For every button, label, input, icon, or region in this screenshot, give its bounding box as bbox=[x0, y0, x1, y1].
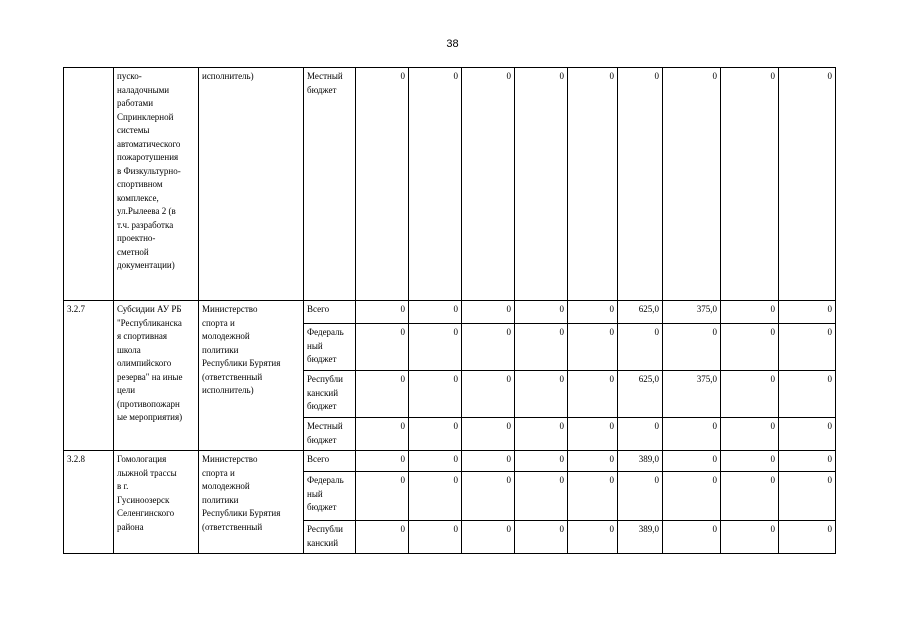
value-cell: 0 bbox=[462, 472, 515, 521]
value-cell: 625,0 bbox=[618, 301, 663, 324]
item-executor: Министерство спорта и молодежной политики Республики Бурятия (ответственный bbox=[199, 451, 304, 554]
value-cell: 0 bbox=[409, 301, 462, 324]
value-cell: 0 bbox=[618, 324, 663, 371]
value-cell: 0 bbox=[721, 301, 779, 324]
value-cell: 0 bbox=[721, 371, 779, 418]
value-cell: 0 bbox=[515, 451, 568, 472]
value-cell: 0 bbox=[356, 472, 409, 521]
value-cell: 0 bbox=[462, 301, 515, 324]
funding-source: Местный бюджет bbox=[304, 418, 356, 451]
value-cell: 0 bbox=[663, 418, 721, 451]
value-cell: 0 bbox=[663, 521, 721, 554]
item-code: 3.2.7 bbox=[64, 301, 114, 451]
value-cell: 0 bbox=[409, 324, 462, 371]
funding-source: Всего bbox=[304, 301, 356, 324]
item-code bbox=[64, 68, 114, 301]
item-executor: исполнитель) bbox=[199, 68, 304, 301]
value-cell: 0 bbox=[721, 472, 779, 521]
value-cell: 0 bbox=[462, 324, 515, 371]
item-name: Гомологация лыжной трассы в г. Гусиноозерск Селенгинского района bbox=[114, 451, 199, 554]
page-number: 38 bbox=[446, 38, 459, 50]
funding-source: Республи канский bbox=[304, 521, 356, 554]
item-executor: Министерство спорта и молодежной политики Республики Бурятия (ответственный исполнитель) bbox=[199, 301, 304, 451]
value-cell: 0 bbox=[462, 418, 515, 451]
value-cell: 0 bbox=[663, 451, 721, 472]
item-code: 3.2.8 bbox=[64, 451, 114, 554]
value-cell: 0 bbox=[462, 521, 515, 554]
value-cell: 0 bbox=[618, 68, 663, 301]
funding-source: Всего bbox=[304, 451, 356, 472]
value-cell: 0 bbox=[568, 521, 618, 554]
value-cell: 0 bbox=[409, 521, 462, 554]
value-cell: 0 bbox=[356, 68, 409, 301]
value-cell: 0 bbox=[779, 301, 836, 324]
value-cell: 0 bbox=[618, 418, 663, 451]
value-cell: 625,0 bbox=[618, 371, 663, 418]
value-cell: 0 bbox=[409, 371, 462, 418]
value-cell: 0 bbox=[515, 68, 568, 301]
value-cell: 0 bbox=[462, 451, 515, 472]
value-cell: 0 bbox=[568, 301, 618, 324]
value-cell: 0 bbox=[721, 521, 779, 554]
value-cell: 0 bbox=[515, 521, 568, 554]
value-cell: 0 bbox=[515, 324, 568, 371]
value-cell: 0 bbox=[779, 324, 836, 371]
value-cell: 0 bbox=[568, 371, 618, 418]
value-cell: 0 bbox=[356, 418, 409, 451]
table-row bbox=[64, 301, 836, 324]
value-cell: 0 bbox=[779, 68, 836, 301]
value-cell: 389,0 bbox=[618, 451, 663, 472]
value-cell: 0 bbox=[779, 371, 836, 418]
value-cell: 0 bbox=[568, 418, 618, 451]
funding-source: Федераль ный бюджет bbox=[304, 324, 356, 371]
funding-source: Республи канский бюджет bbox=[304, 371, 356, 418]
value-cell: 0 bbox=[515, 418, 568, 451]
value-cell: 0 bbox=[663, 324, 721, 371]
value-cell: 0 bbox=[356, 451, 409, 472]
value-cell: 0 bbox=[779, 521, 836, 554]
value-cell: 0 bbox=[663, 472, 721, 521]
value-cell: 0 bbox=[779, 418, 836, 451]
value-cell: 0 bbox=[515, 371, 568, 418]
table-row bbox=[64, 68, 836, 301]
budget-table bbox=[63, 67, 836, 554]
value-cell: 0 bbox=[409, 472, 462, 521]
value-cell: 375,0 bbox=[663, 371, 721, 418]
value-cell: 0 bbox=[721, 451, 779, 472]
value-cell: 0 bbox=[356, 301, 409, 324]
value-cell: 0 bbox=[779, 472, 836, 521]
value-cell: 0 bbox=[568, 472, 618, 521]
funding-source: Местный бюджет bbox=[304, 68, 356, 301]
value-cell: 0 bbox=[721, 418, 779, 451]
value-cell: 0 bbox=[409, 68, 462, 301]
value-cell: 0 bbox=[779, 451, 836, 472]
item-name: Субсидии АУ РБ "Республиканска я спортивная школа олимпийского резерва" на иные цели (противопожарн ые мероприятия) bbox=[114, 301, 199, 451]
value-cell: 0 bbox=[568, 451, 618, 472]
value-cell: 0 bbox=[515, 301, 568, 324]
item-name: пуско- наладочными работами Спринклерной системы автоматического пожаротушения в Физкультурно- спортивном комплексе, ул.Рылеева 2 (в т.ч. разработка проектно- сметной документации) bbox=[114, 68, 199, 301]
table-row bbox=[64, 451, 836, 472]
funding-source: Федераль ный бюджет bbox=[304, 472, 356, 521]
value-cell: 0 bbox=[515, 472, 568, 521]
value-cell: 0 bbox=[409, 418, 462, 451]
value-cell: 0 bbox=[721, 68, 779, 301]
value-cell: 0 bbox=[663, 68, 721, 301]
value-cell: 0 bbox=[721, 324, 779, 371]
value-cell: 0 bbox=[568, 324, 618, 371]
value-cell: 0 bbox=[462, 68, 515, 301]
value-cell: 0 bbox=[356, 324, 409, 371]
value-cell: 0 bbox=[618, 472, 663, 521]
value-cell: 375,0 bbox=[663, 301, 721, 324]
value-cell: 0 bbox=[356, 371, 409, 418]
value-cell: 0 bbox=[568, 68, 618, 301]
value-cell: 0 bbox=[409, 451, 462, 472]
value-cell: 389,0 bbox=[618, 521, 663, 554]
value-cell: 0 bbox=[462, 371, 515, 418]
value-cell: 0 bbox=[356, 521, 409, 554]
